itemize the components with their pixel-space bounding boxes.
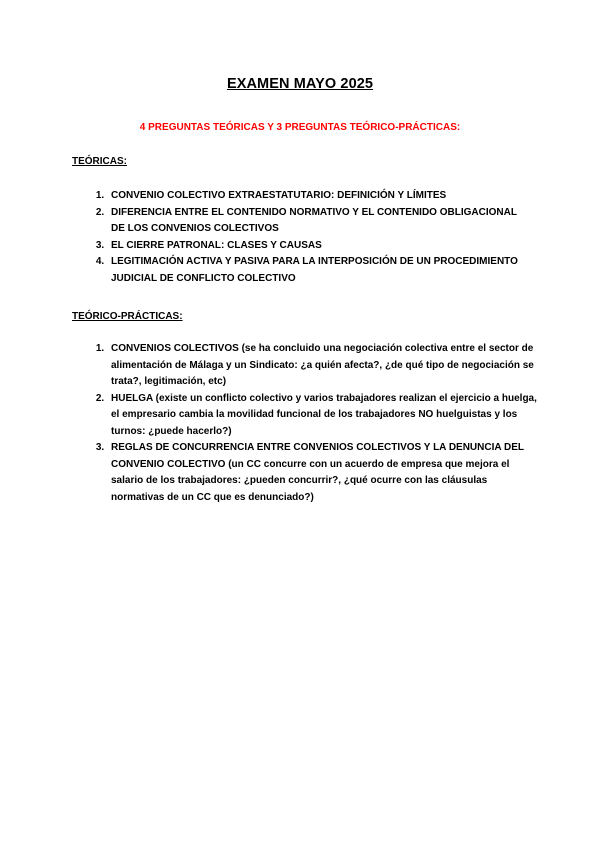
- question-text: LEGITIMACIÓN ACTIVA Y PASIVA PARA LA INTERPOSICIÓN DE UN PROCEDIMIENTO JUDICIAL DE CONFLICTO COLECTIVO: [111, 256, 518, 284]
- question-text: DIFERENCIA ENTRE EL CONTENIDO NORMATIVO Y EL CONTENIDO OBLIGACIONAL DE LOS CONVENIOS COLECTIVOS: [111, 206, 517, 234]
- question-detail: (un CC concurre con un acuerdo de empresa que mejora el salario de los trabajadores: ¿pueden concurrir?, ¿qué ocurre con las cláusulas normativas de un CC que es denunciado?): [111, 458, 510, 503]
- list-item: [107, 391, 542, 441]
- question-detail: (existe un conflicto colectivo y varios trabajadores realizan el ejercicio a huelga, el empresario cambia la movilidad funcional de los trabajadores NO huelguistas y los turnos: ¿puede hacerlo?): [111, 392, 537, 437]
- question-text: EL CIERRE PATRONAL: CLASES Y CAUSAS: [111, 239, 322, 251]
- list-item: [107, 205, 532, 238]
- list-item: [107, 238, 532, 255]
- question-topic: REGLAS DE CONCURRENCIA ENTRE CONVENIOS COLECTIVOS Y LA DENUNCIA DEL CONVENIO COLECTIVO: [111, 442, 524, 470]
- list-item: [107, 188, 532, 205]
- theoretical-section-heading: TEÓRICAS:: [72, 156, 127, 167]
- practical-questions-list: [72, 341, 542, 506]
- theoretical-questions-list: [72, 188, 532, 287]
- list-item: [107, 440, 542, 506]
- question-text: CONVENIO COLECTIVO EXTRAESTATUTARIO: DEFINICIÓN Y LÍMITES: [111, 190, 447, 201]
- exam-structure-subtitle: 4 PREGUNTAS TEÓRICAS Y 3 PREGUNTAS TEÓRICO-PRÁCTICAS:: [139, 122, 461, 133]
- list-item: [107, 341, 542, 391]
- question-topic: CONVENIOS COLECTIVOS: [111, 343, 239, 354]
- page-title: EXAMEN MAYO 2025: [226, 76, 374, 92]
- question-topic: HUELGA: [111, 392, 153, 404]
- question-detail: (se ha concluido una negociación colectiva entre el sector de alimentación de Málaga y un Sindicato: ¿a quién afecta?, ¿de qué tipo de negociación se trata?, legitimación, etc): [111, 343, 534, 387]
- list-item: [107, 254, 532, 287]
- practical-section-heading: TEÓRICO-PRÁCTICAS:: [72, 311, 183, 322]
